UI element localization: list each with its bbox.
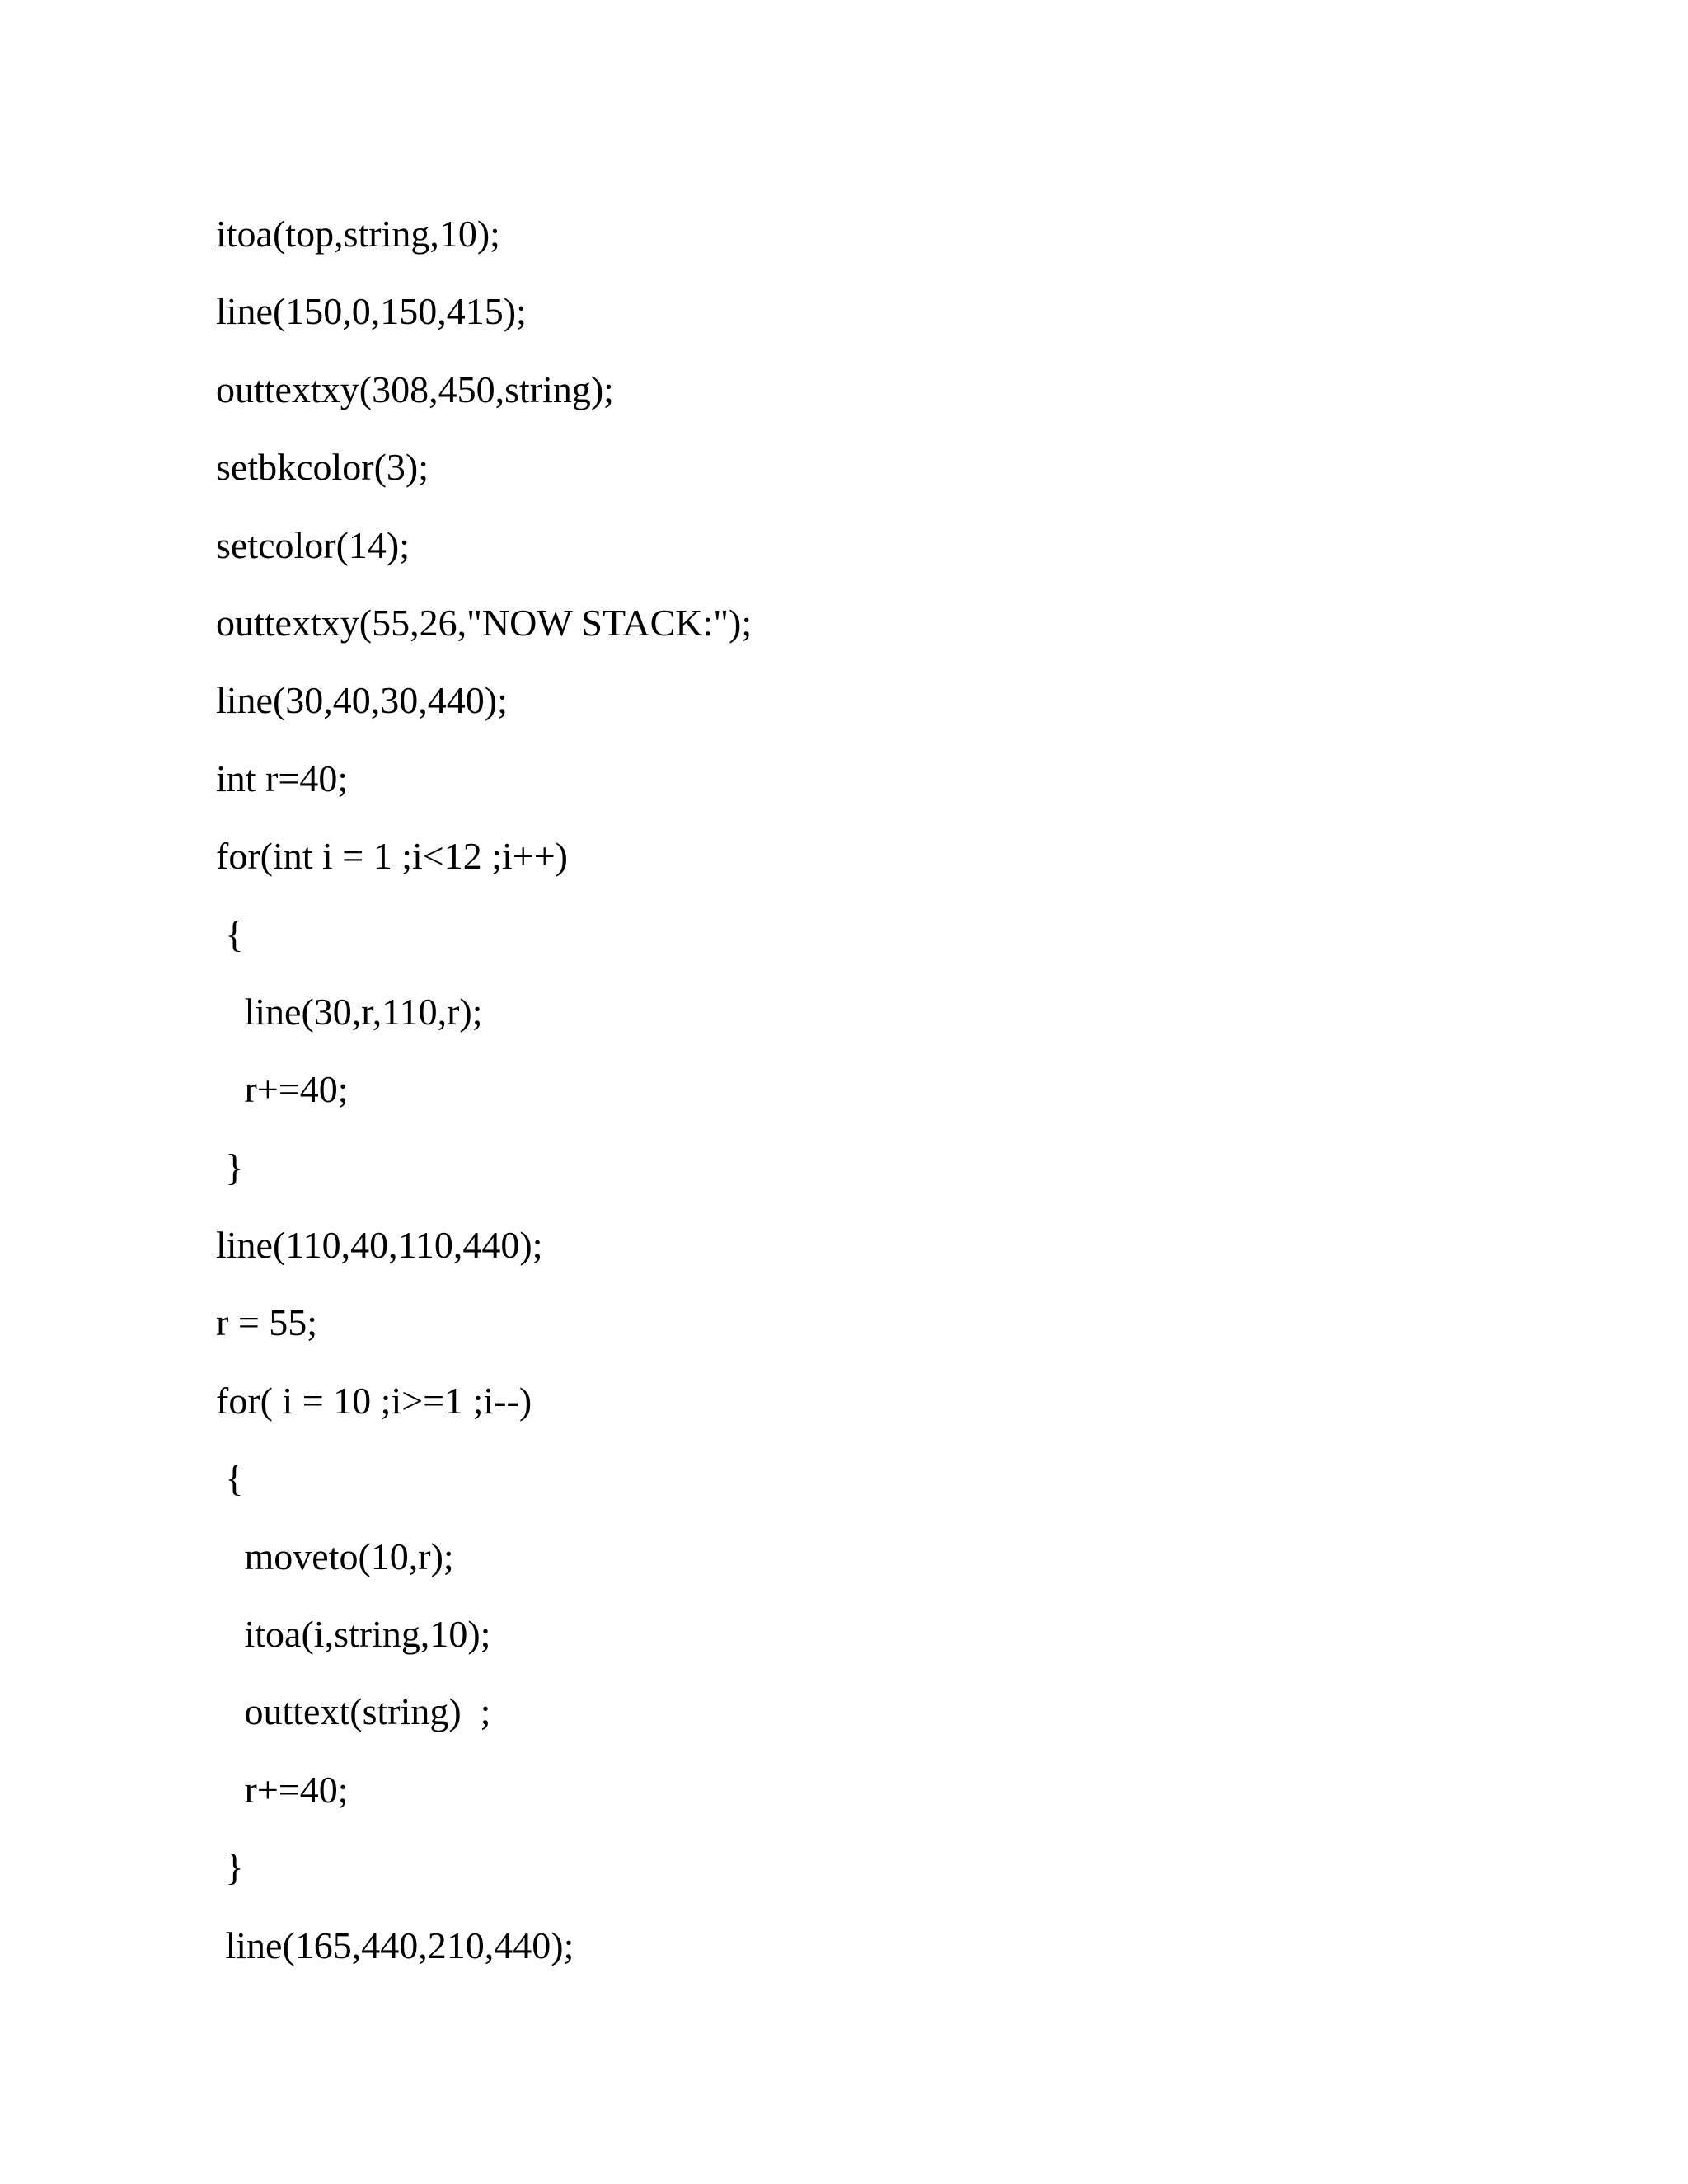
code-line: }: [216, 1846, 244, 1889]
code-line: outtextxy(308,450,string);: [216, 368, 614, 410]
code-line: itoa(top,string,10);: [216, 213, 500, 255]
code-line: setcolor(14);: [216, 523, 410, 566]
code-line: setbkcolor(3);: [216, 446, 429, 489]
code-line: outtext(string) ;: [216, 1690, 491, 1733]
code-line: for(int i = 1 ;i<12 ;i++): [216, 835, 569, 878]
code-line: r+=40;: [216, 1068, 349, 1111]
code-listing: [216, 195, 752, 1985]
code-line: r = 55;: [216, 1301, 318, 1344]
code-line: {: [216, 912, 244, 955]
code-line: line(165,440,210,440);: [216, 1924, 574, 1966]
code-line: outtextxy(55,26,"NOW STACK:");: [216, 601, 753, 644]
code-line: line(110,40,110,440);: [216, 1224, 543, 1267]
code-line: line(150,0,150,415);: [216, 290, 527, 333]
code-line: r+=40;: [216, 1768, 349, 1811]
code-line: for( i = 10 ;i>=1 ;i--): [216, 1379, 532, 1422]
code-line: }: [216, 1146, 244, 1188]
code-line: {: [216, 1457, 244, 1500]
code-line: line(30,40,30,440);: [216, 679, 508, 722]
code-line: itoa(i,string,10);: [216, 1613, 491, 1656]
code-line: moveto(10,r);: [216, 1535, 454, 1577]
code-line: int r=40;: [216, 757, 349, 799]
code-line: line(30,r,110,r);: [216, 990, 483, 1033]
